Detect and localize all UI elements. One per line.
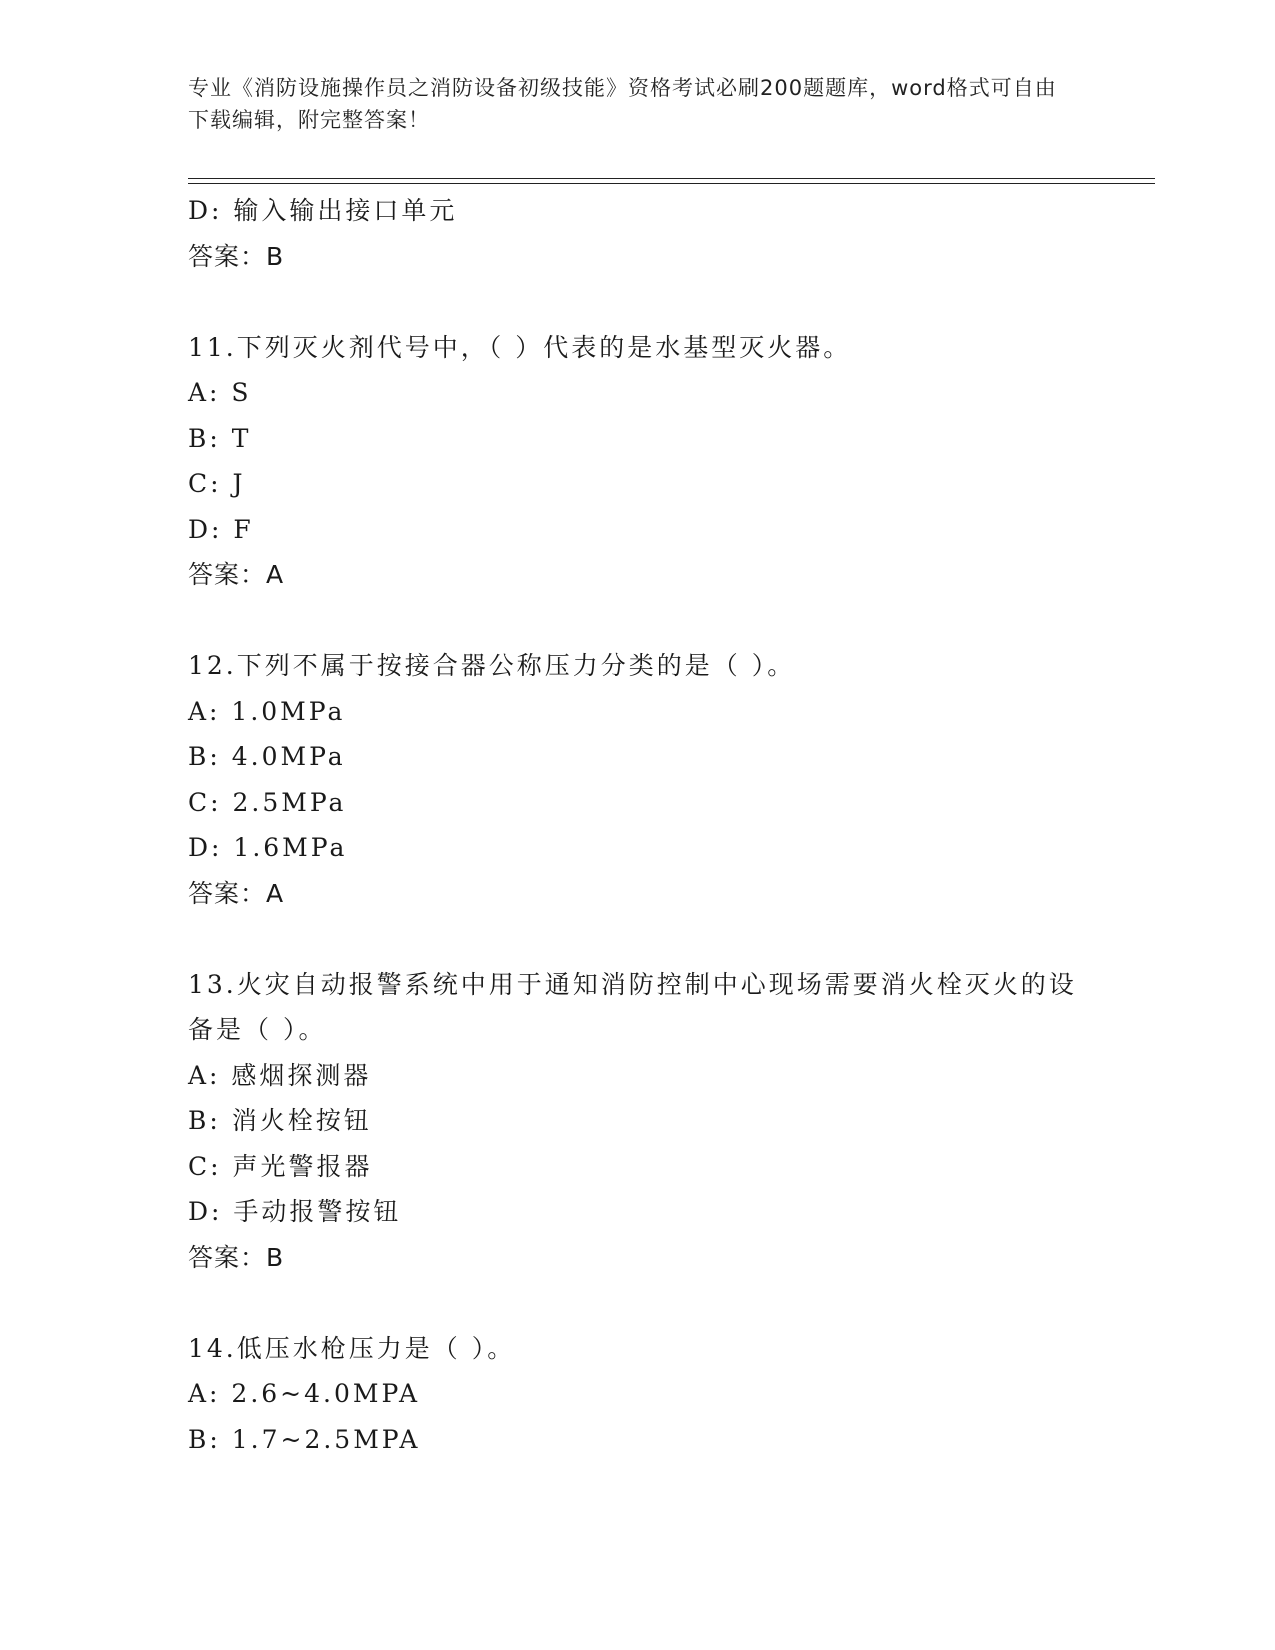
header-rule-bottom [188,183,1155,184]
question-stem: 13.火灾自动报警系统中用于通知消防控制中心现场需要消火栓灭火的设备是（ ）。 [188,969,1077,1044]
option-a: A: S [188,378,252,407]
option-a: A: 1.0MPa [188,696,346,726]
question-stem: 12.下列不属于按接合器公称压力分类的是（ ）。 [188,651,796,680]
option-a: A: 2.6~4.0MPA [188,1379,421,1408]
question-stem: 14.低压水枪压力是（ ）。 [188,1333,516,1363]
question-10-tail [188,188,1088,279]
option-a: A: 感烟探测器 [188,1060,372,1090]
header-rule-top [188,178,1155,179]
answer: 答案：B [188,1242,285,1272]
document-header: 专业《消防设施操作员之消防设备初级技能》资格考试必刷200题题库，word格式可自由下载编辑，附完整答案！ [188,76,1057,132]
question-14 [188,1326,1088,1463]
question-list [188,188,1088,1462]
option-b: B: 1.7~2.5MPA [188,1424,421,1454]
answer: 答案：B [188,241,285,271]
answer: 答案：A [188,878,285,908]
option-d: D: 1.6MPa [188,833,348,862]
spacer [188,1280,1088,1326]
option-c: C: 2.5MPa [188,787,347,817]
option-b: B: T [188,423,252,453]
question-13 [188,962,1088,1281]
question-stem: 11.下列灭火剂代号中，（ ）代表的是水基型灭火器。 [188,332,852,362]
option-b: B: 消火栓按钮 [188,1106,372,1135]
option-b: B: 4.0MPa [188,742,346,771]
question-11 [188,325,1088,598]
option-d: D: 手动报警按钮 [188,1197,402,1226]
answer: 答案：A [188,560,285,589]
spacer [188,279,1088,325]
question-12 [188,643,1088,916]
option-d: D: F [188,514,254,544]
spacer [188,916,1088,962]
option-c: C: 声光警报器 [188,1151,373,1181]
option-d: D: 输入输出接口单元 [188,196,458,225]
option-c: C: J [188,469,246,498]
spacer [188,598,1088,644]
